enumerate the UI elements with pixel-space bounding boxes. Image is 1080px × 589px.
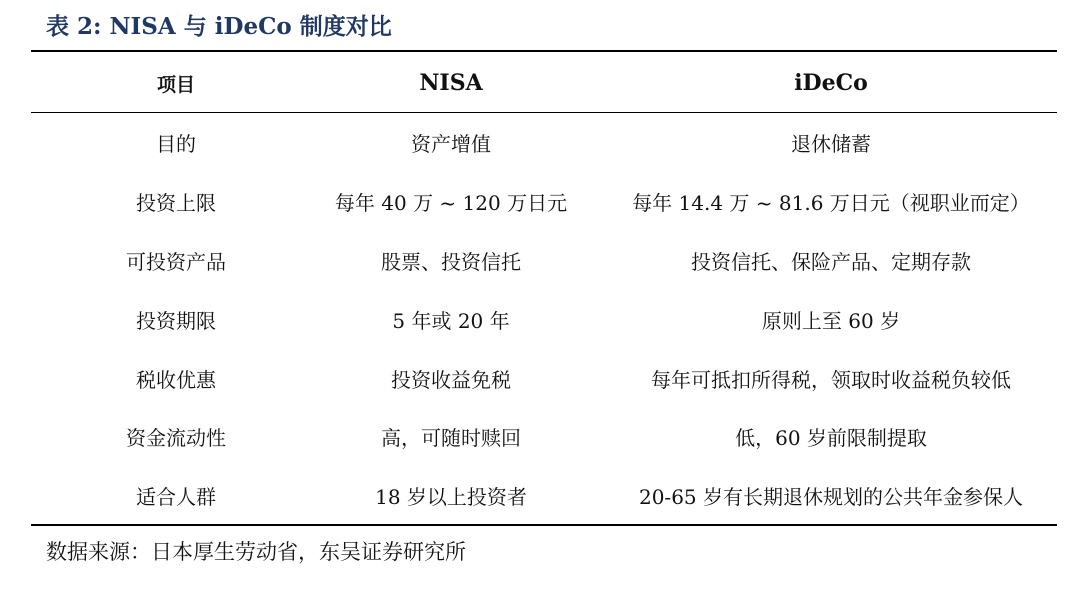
table-row (31, 299, 1057, 339)
table-bottom-rule (31, 524, 1057, 526)
header-item: 项目 (156, 73, 195, 96)
row-label: 资金流动性 (126, 425, 226, 450)
row-label: 投资上限 (136, 190, 216, 215)
ideco-cell: 20-65 岁有长期退休规划的公共年金参保人 (638, 484, 1023, 509)
row-label: 适合人群 (136, 484, 216, 509)
nisa-cell: 高，可随时赎回 (381, 425, 521, 450)
table-row (31, 358, 1057, 398)
ideco-cell: 退休储蓄 (791, 131, 871, 156)
table-header-row (31, 63, 1057, 103)
table-row (31, 122, 1057, 162)
table-row (31, 416, 1057, 456)
row-label: 税收优惠 (136, 367, 216, 392)
nisa-cell: 股票、投资信托 (381, 249, 521, 274)
table-row (31, 181, 1057, 221)
source-note: 数据来源：日本厚生劳动省，东吴证券研究所 (46, 540, 466, 564)
row-label: 目的 (156, 131, 196, 156)
table-row (31, 475, 1057, 515)
table-header-rule (31, 112, 1057, 113)
row-label: 可投资产品 (126, 249, 226, 274)
header-nisa: NISA (419, 70, 483, 96)
nisa-cell: 5 年或 20 年 (392, 308, 510, 333)
ideco-cell: 原则上至 60 岁 (761, 308, 901, 333)
nisa-cell: 18 岁以上投资者 (375, 484, 527, 509)
ideco-cell: 每年 14.4 万 ~ 81.6 万日元（视职业而定） (632, 190, 1030, 215)
ideco-cell: 每年可抵扣所得税，领取时收益税负较低 (651, 367, 1011, 392)
header-ideco: iDeCo (794, 70, 868, 96)
table-title: 表 2: NISA 与 iDeCo 制度对比 (46, 13, 392, 40)
nisa-cell: 资产增值 (411, 131, 491, 156)
ideco-cell: 投资信托、保险产品、定期存款 (691, 249, 971, 274)
ideco-cell: 低，60 岁前限制提取 (735, 425, 927, 450)
nisa-cell: 每年 40 万 ~ 120 万日元 (334, 190, 568, 215)
table-row (31, 240, 1057, 280)
table-top-rule (31, 50, 1057, 52)
nisa-cell: 投资收益免税 (391, 367, 511, 392)
row-label: 投资期限 (136, 308, 216, 333)
